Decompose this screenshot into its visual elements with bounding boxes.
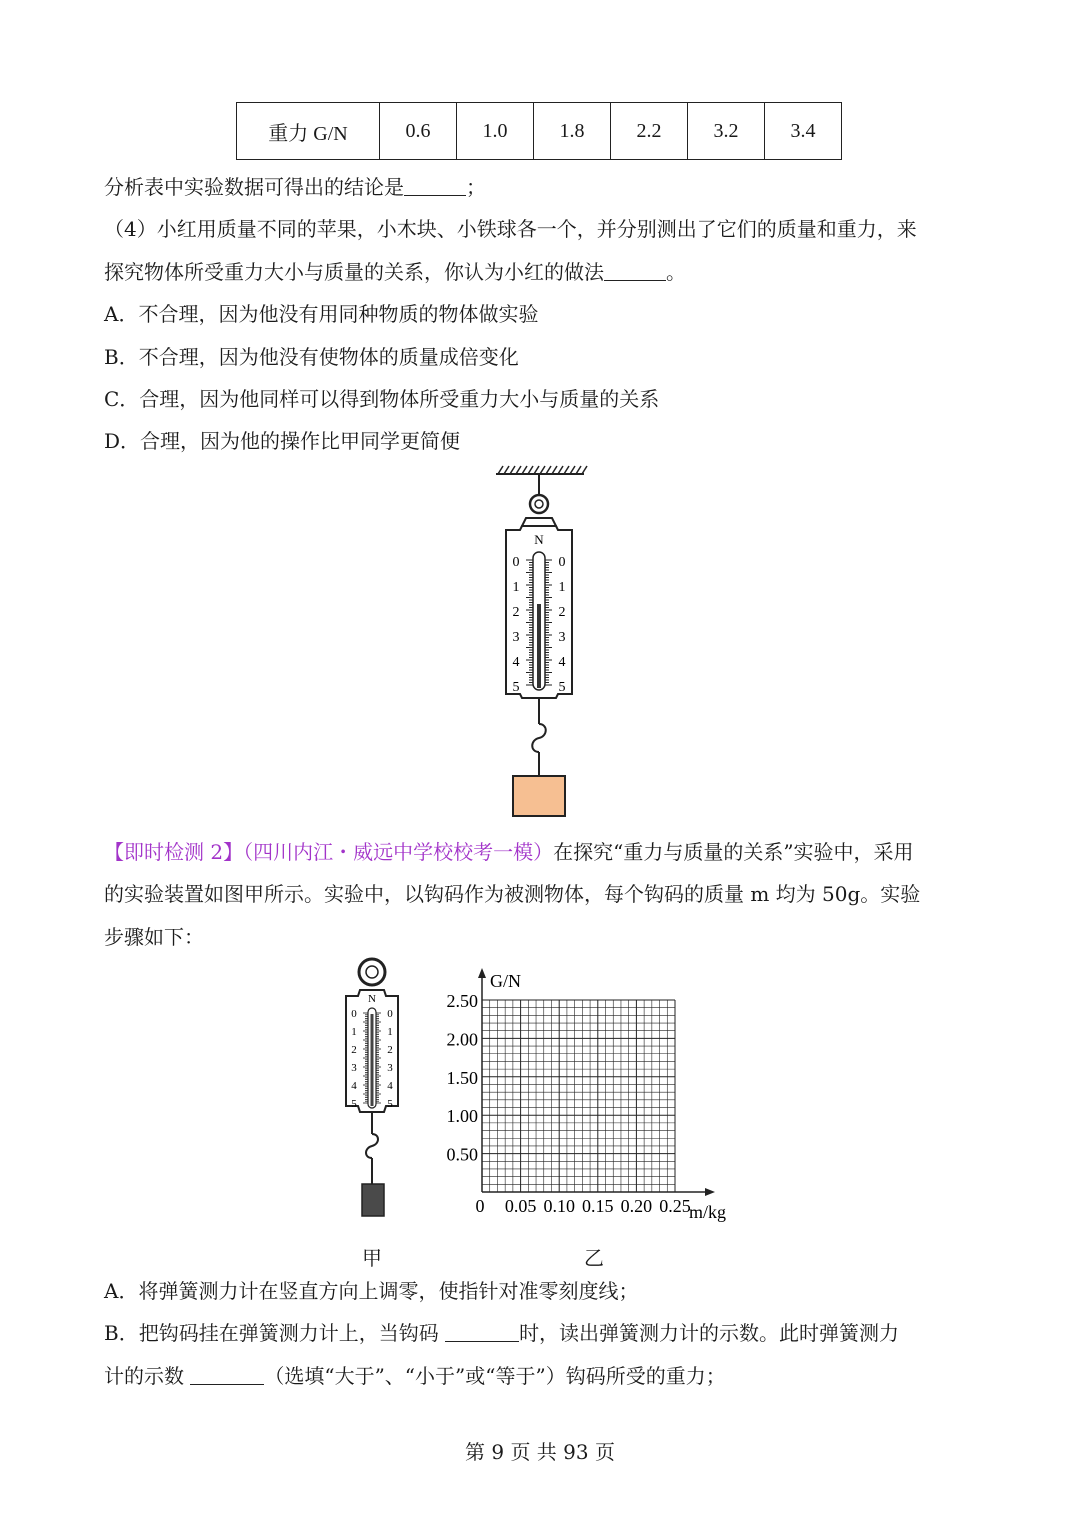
answer-blank <box>604 262 666 281</box>
scale2-unit: N <box>368 993 376 1005</box>
scale2-tick-label: 5 <box>351 1098 357 1110</box>
x-tick-label: 0.15 <box>582 1196 614 1216</box>
scale2-tick-label: 2 <box>387 1044 393 1056</box>
block-icon <box>513 776 565 816</box>
data-table <box>236 102 842 160</box>
scale1-tick-label: 0 <box>558 555 566 570</box>
x-tick-label: 0.25 <box>659 1196 691 1216</box>
scale2-tick-label: 4 <box>387 1080 393 1092</box>
table-cell: 3.2 <box>688 103 765 160</box>
y-tick-label: 1.50 <box>446 1067 478 1088</box>
q4-line1: （4）小红用质量不同的苹果，小木块、小铁球各一个，并分别测出了它们的质量和重力，来 <box>104 217 917 241</box>
q4-line2-end: 。 <box>666 260 686 284</box>
scale1-tick-label: 2 <box>512 605 520 620</box>
scale1-tick-label: 1 <box>512 580 520 595</box>
step-b-text-4: （选填“大于”、“小于”或“等于”）钩码所受的重力； <box>264 1364 726 1388</box>
x-tick-label: 0.05 <box>504 1196 537 1216</box>
answer-blank <box>404 177 466 196</box>
scale1-tick-label: 4 <box>512 655 520 670</box>
table-row <box>237 103 842 160</box>
check-line2: 的实验装置如图甲所示。实验中，以钩码作为被测物体，每个钩码的质量 m 均为 50g。实验 <box>104 882 921 906</box>
y-tick-label: 2.50 <box>446 991 478 1011</box>
conclusion-text: 分析表中实验数据可得出的结论是 <box>104 175 404 199</box>
y-tick-label: 0.50 <box>446 1144 478 1165</box>
scale2-tick-label: 3 <box>387 1062 393 1074</box>
answer-blank <box>190 1366 264 1385</box>
spring-scale-figure-1 <box>486 462 596 822</box>
table-header-cell: 重力 G/N <box>237 103 380 160</box>
step-b-text-2: 时，读出弹簧测力计的示数。此时弹簧测力 <box>519 1321 900 1345</box>
step-b-text: B．把钩码挂在弹簧测力计上，当钩码 <box>104 1321 446 1345</box>
scale2-tick-label: 0 <box>351 1008 357 1020</box>
step-b-text-3: 计的示数 <box>104 1364 191 1388</box>
check-line1 <box>104 836 914 865</box>
x-tick-label: 0.10 <box>543 1196 575 1216</box>
scale2-tick-label: 5 <box>387 1098 393 1110</box>
scale1-tick-label: 3 <box>558 630 566 645</box>
table-cell: 0.6 <box>380 103 457 160</box>
option-c: C．合理，因为他同样可以得到物体所受重力大小与质量的关系 <box>104 387 660 411</box>
scale1-unit: N <box>534 532 544 547</box>
scale2-tick-label: 4 <box>351 1080 357 1092</box>
scale2-tick-label: 3 <box>351 1062 357 1074</box>
x-axis-label: m/kg <box>689 1202 727 1222</box>
option-d: D．合理，因为他的操作比甲同学更简便 <box>104 429 461 453</box>
scale1-tick-label: 1 <box>558 580 566 595</box>
check-tag: 【即时检测 2】（四川内江・威远中学校校考一模） <box>104 840 554 864</box>
spring-scale-figure-2 <box>342 954 402 1224</box>
page-footer: 第 9 页 共 93 页 <box>465 1440 615 1464</box>
chart-axes <box>478 968 715 1196</box>
scale1-tick-label: 4 <box>558 655 566 670</box>
table-cell: 1.8 <box>534 103 611 160</box>
scale1-tick-label: 0 <box>512 555 520 570</box>
table-cell: 2.2 <box>611 103 688 160</box>
y-axis-label: G/N <box>490 971 521 991</box>
scale2-tick-label: 2 <box>351 1044 357 1056</box>
y-tick-label: 1.00 <box>446 1106 478 1127</box>
weight-icon <box>362 1184 384 1216</box>
step-a: A．将弹簧测力计在竖直方向上调零，使指针对准零刻度线； <box>104 1279 639 1303</box>
scale1-tick-label: 3 <box>512 630 520 645</box>
q4-line2-text: 探究物体所受重力大小与质量的关系，你认为小红的做法 <box>104 260 604 284</box>
x-tick-label: 0.20 <box>620 1196 653 1216</box>
answer-blank <box>445 1323 519 1342</box>
caption-jia: 甲 <box>362 1246 382 1270</box>
step-b-line2 <box>104 1360 726 1389</box>
scale1-tick-label: 2 <box>558 605 566 620</box>
x-tick-label: 0 <box>475 1196 485 1216</box>
check-line3: 步骤如下： <box>104 925 204 949</box>
table-cell: 1.0 <box>457 103 534 160</box>
q4-line2 <box>104 256 686 285</box>
scale2-tick-label: 1 <box>351 1026 357 1038</box>
chart-grid <box>482 1000 675 1192</box>
table-cell: 3.4 <box>765 103 842 160</box>
scale2-tick-label: 0 <box>387 1008 393 1020</box>
scale2-tick-label: 1 <box>387 1026 393 1038</box>
scale1-tick-label: 5 <box>558 680 566 695</box>
option-a: A．不合理，因为他没有用同种物质的物体做实验 <box>104 302 539 326</box>
g-m-chart <box>438 962 738 1224</box>
option-b: B．不合理，因为他没有使物体的质量成倍变化 <box>104 345 519 369</box>
conclusion-end: ； <box>466 175 486 199</box>
conclusion-line <box>104 171 486 200</box>
y-tick-label: 2.00 <box>446 1029 478 1050</box>
caption-yi: 乙 <box>584 1246 604 1270</box>
step-b-line1 <box>104 1317 899 1346</box>
check-line1-text: 在探究“重力与质量的关系”实验中，采用 <box>553 840 914 864</box>
scale1-tick-label: 5 <box>512 680 520 695</box>
